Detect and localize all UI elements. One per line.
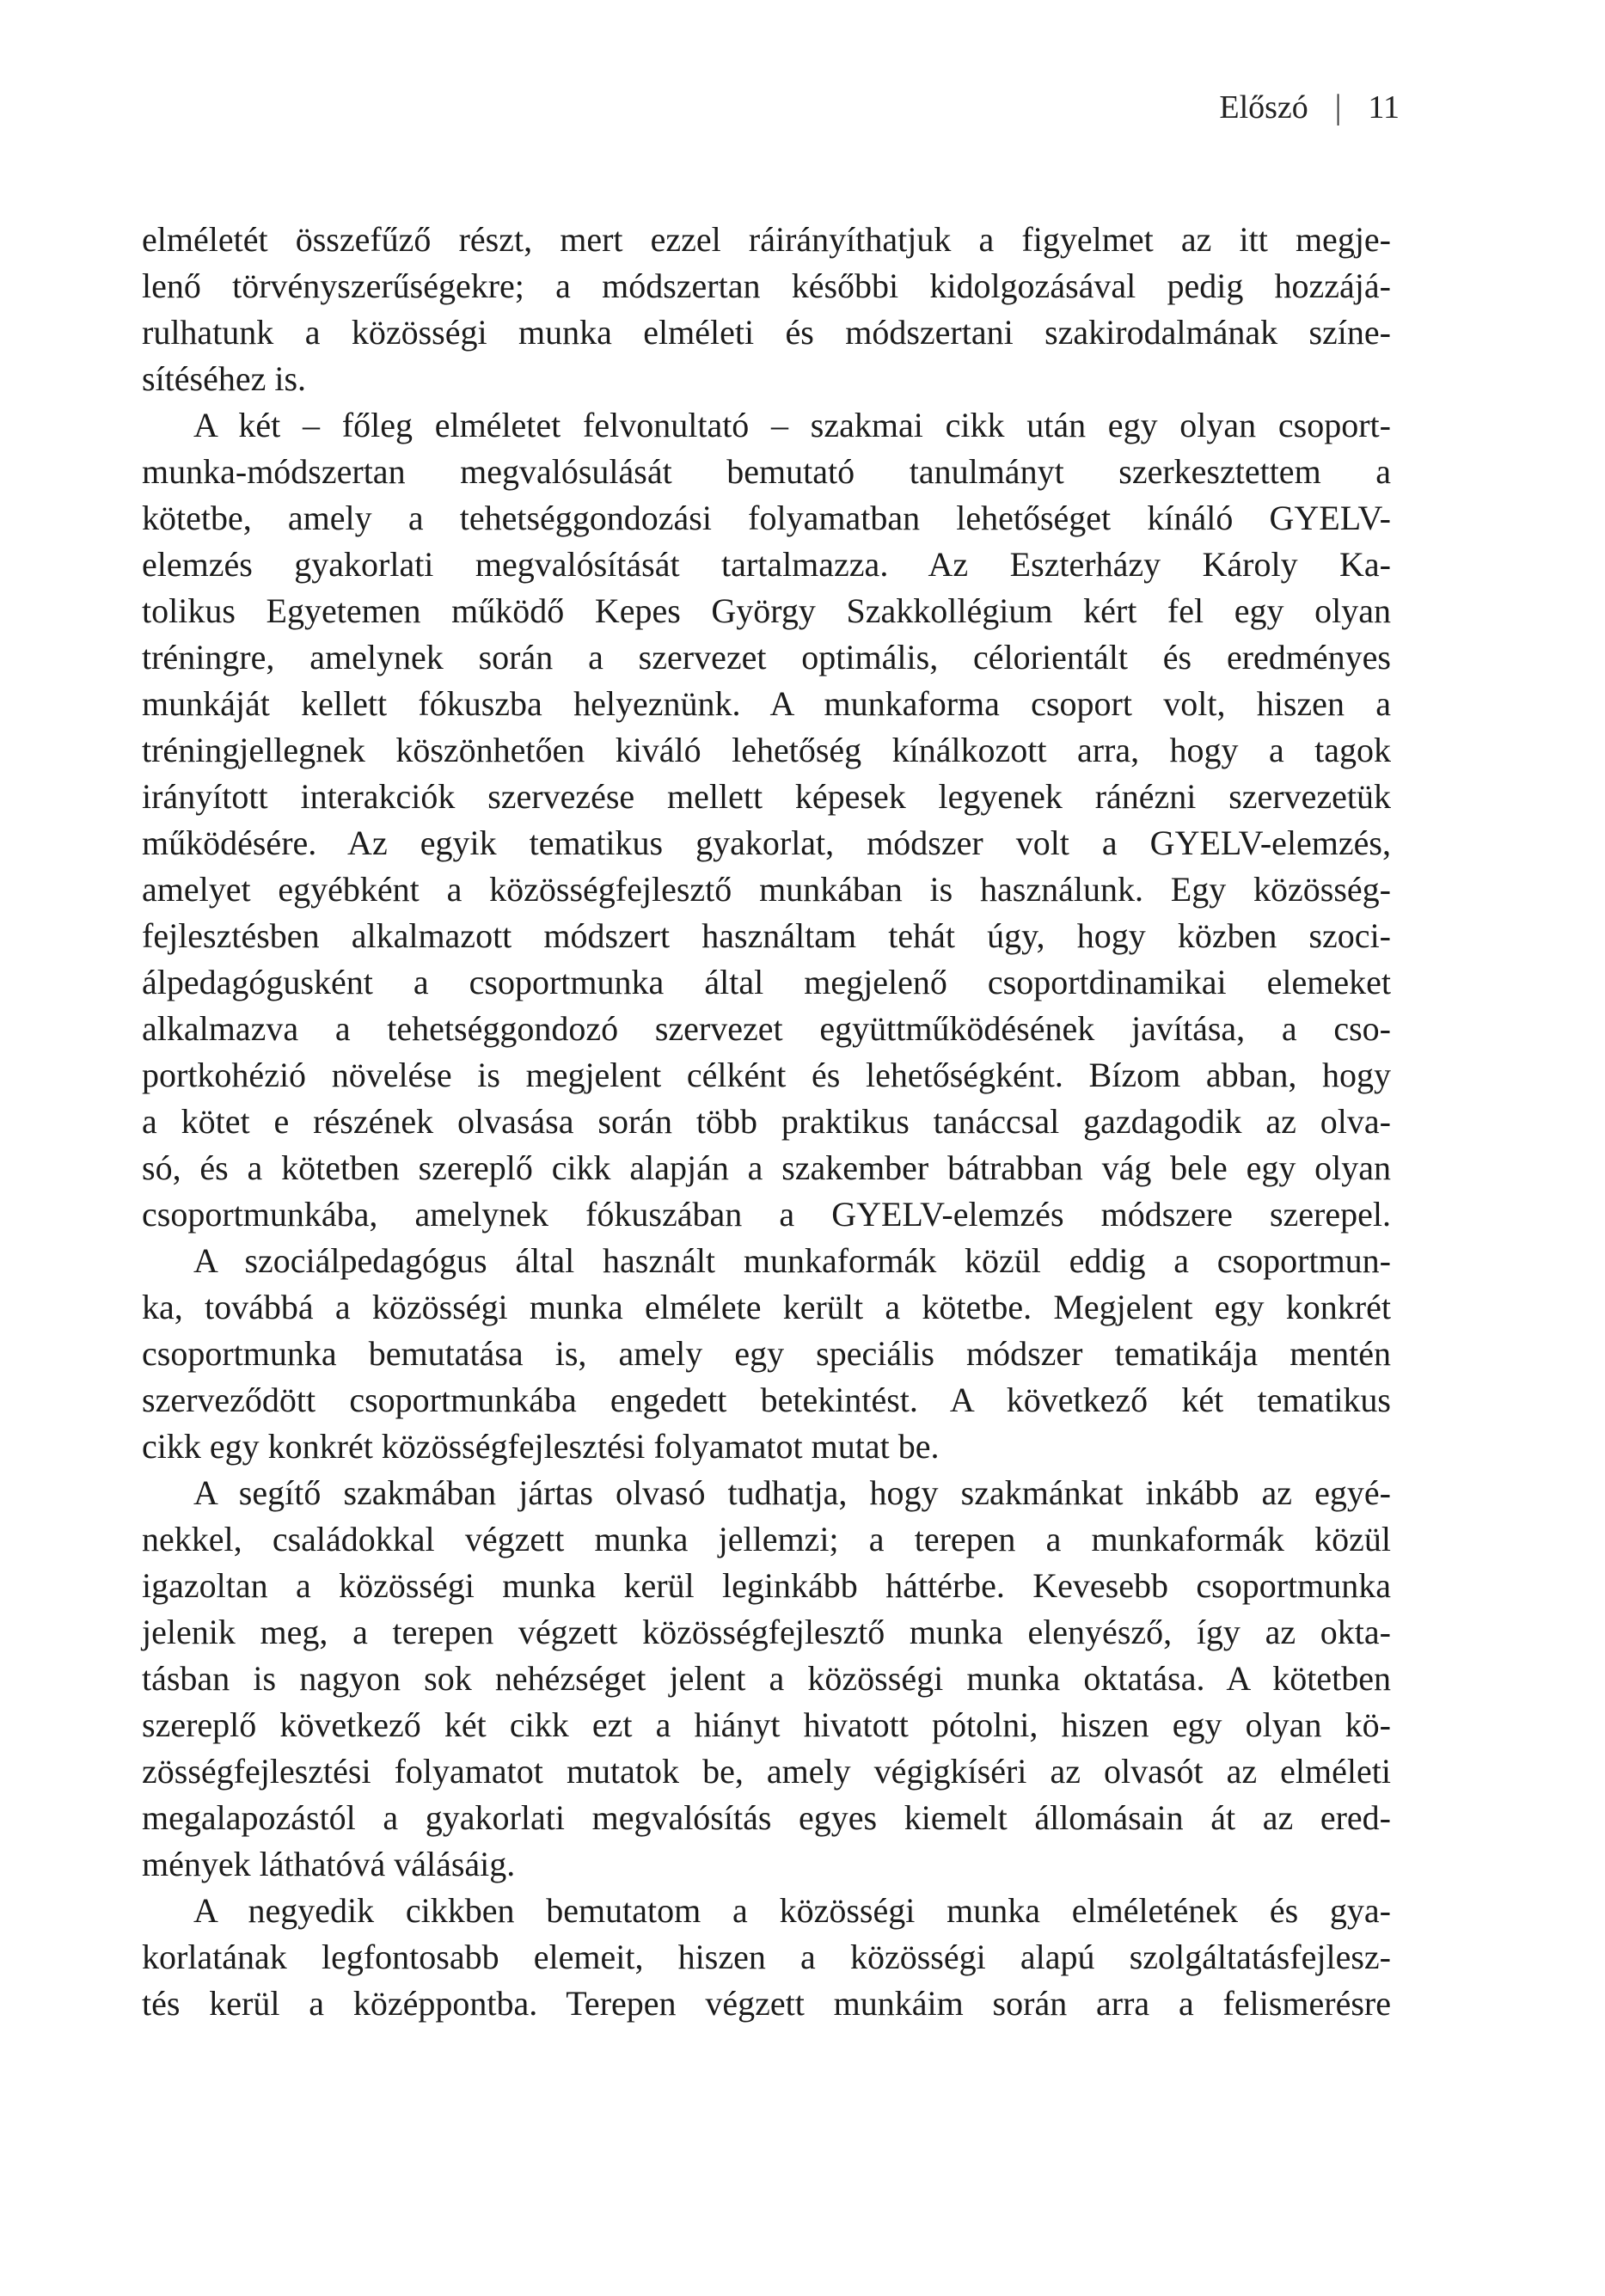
text-line: tásban is nagyon sok nehézséget jelent a közösségi munka oktatása. A kötetben	[142, 1659, 1391, 1698]
text-line: alkalmazva a tehetséggondozó szervezet együttműködésének javítása, a cso-	[142, 1009, 1391, 1048]
text-line: lenő törvényszerűségekre; a módszertan későbbi kidolgozásával pedig hozzájá-	[142, 266, 1391, 305]
text-line: portkohézió növelése is megjelent célként és lehetőségként. Bízom abban, hogy	[142, 1056, 1391, 1094]
text-line: elemzés gyakorlati megvalósítását tartalmazza. Az Eszterházy Károly Ka-	[142, 545, 1391, 584]
paragraph	[142, 402, 1391, 1238]
page-header	[142, 89, 1400, 126]
text-line: tés kerül a középpontba. Terepen végzett munkáim során arra a felismerésre	[142, 1984, 1391, 2023]
page-number: 11	[1368, 89, 1400, 126]
text-line: csoportmunkába, amelynek fókuszában a GYELV-elemzés módszere szerepel.	[142, 1195, 1391, 1234]
text-line: sítéséhez is.	[142, 359, 307, 398]
paragraph	[142, 1888, 1391, 2027]
text-line: tréningre, amelynek során a szervezet optimális, célorientált és eredményes	[142, 638, 1391, 677]
text-line: A két – főleg elméletet felvonultató – szakmai cikk után egy olyan csoport-	[193, 406, 1391, 444]
text-line: A segítő szakmában jártas olvasó tudhatja, hogy szakmánkat inkább az egyé-	[193, 1473, 1391, 1512]
running-head-title: Előszó	[1219, 89, 1308, 126]
body-text	[142, 217, 1391, 2027]
text-line: a kötet e részének olvasása során több praktikus tanáccsal gazdagodik az olva-	[142, 1102, 1391, 1141]
text-line: cikk egy konkrét közösségfejlesztési folyamatot mutat be.	[142, 1427, 940, 1466]
text-line: A szociálpedagógus által használt munkaformák közül eddig a csoportmun-	[193, 1241, 1391, 1280]
text-line: ka, továbbá a közösségi munka elmélete került a kötetbe. Megjelent egy konkrét	[142, 1288, 1391, 1326]
text-line: elméletét összefűző részt, mert ezzel ráirányíthatjuk a figyelmet az itt megje-	[142, 220, 1391, 259]
text-line: mények láthatóvá válásáig.	[142, 1845, 516, 1883]
text-line: nekkel, családokkal végzett munka jellemzi; a terepen a munkaformák közül	[142, 1520, 1391, 1558]
text-line: jelenik meg, a terepen végzett közösségfejlesztő munka elenyésző, így az okta-	[142, 1613, 1391, 1651]
paragraph	[142, 217, 1391, 402]
paragraph	[142, 1238, 1391, 1470]
text-line: zösségfejlesztési folyamatot mutatok be, amely végigkíséri az olvasót az elméleti	[142, 1752, 1391, 1791]
text-line: munkáját kellett fókuszba helyeznünk. A munkaforma csoport volt, hiszen a	[142, 684, 1391, 723]
text-line: kötetbe, amely a tehetséggondozási folyamatban lehetőséget kínáló GYELV-	[142, 499, 1391, 537]
header-separator-bar: |	[1334, 88, 1342, 127]
text-line: álpedagógusként a csoportmunka által megjelenő csoportdinamikai elemeket	[142, 963, 1391, 1001]
text-line: szereplő következő két cikk ezt a hiányt hivatott pótolni, hiszen egy olyan kö-	[142, 1705, 1391, 1744]
text-line: só, és a kötetben szereplő cikk alapján a szakember bátrabban vág bele egy olyan	[142, 1148, 1391, 1187]
text-line: korlatának legfontosabb elemeit, hiszen a közösségi alapú szolgáltatásfejlesz-	[142, 1938, 1391, 1976]
text-line: tolikus Egyetemen működő Kepes György Szakkollégium kért fel egy olyan	[142, 591, 1391, 630]
text-line: munka-módszertan megvalósulását bemutató tanulmányt szerkesztettem a	[142, 452, 1391, 491]
text-line: megalapozástól a gyakorlati megvalósítás egyes kiemelt állomásain át az ered-	[142, 1798, 1391, 1837]
text-line: rulhatunk a közösségi munka elméleti és módszertani szakirodalmának színe-	[142, 313, 1391, 352]
text-line: A negyedik cikkben bemutatom a közösségi munka elméletének és gya-	[193, 1891, 1391, 1930]
text-line: csoportmunka bemutatása is, amely egy speciális módszer tematikája mentén	[142, 1334, 1391, 1373]
paragraph	[142, 1470, 1391, 1888]
text-line: irányított interakciók szervezése mellett képesek legyenek ránézni szervezetük	[142, 777, 1391, 816]
text-line: tréningjellegnek köszönhetően kiváló lehetőség kínálkozott arra, hogy a tagok	[142, 731, 1391, 769]
text-line: működésére. Az egyik tematikus gyakorlat, módszer volt a GYELV-elemzés,	[142, 823, 1391, 862]
text-line: szerveződött csoportmunkába engedett betekintést. A következő két tematikus	[142, 1381, 1391, 1419]
text-line: fejlesztésben alkalmazott módszert használtam tehát úgy, hogy közben szoci-	[142, 916, 1391, 955]
text-line: amelyet egyébként a közösségfejlesztő munkában is használunk. Egy közösség-	[142, 870, 1391, 909]
text-line: igazoltan a közösségi munka kerül leginkább háttérbe. Kevesebb csoportmunka	[142, 1566, 1391, 1605]
